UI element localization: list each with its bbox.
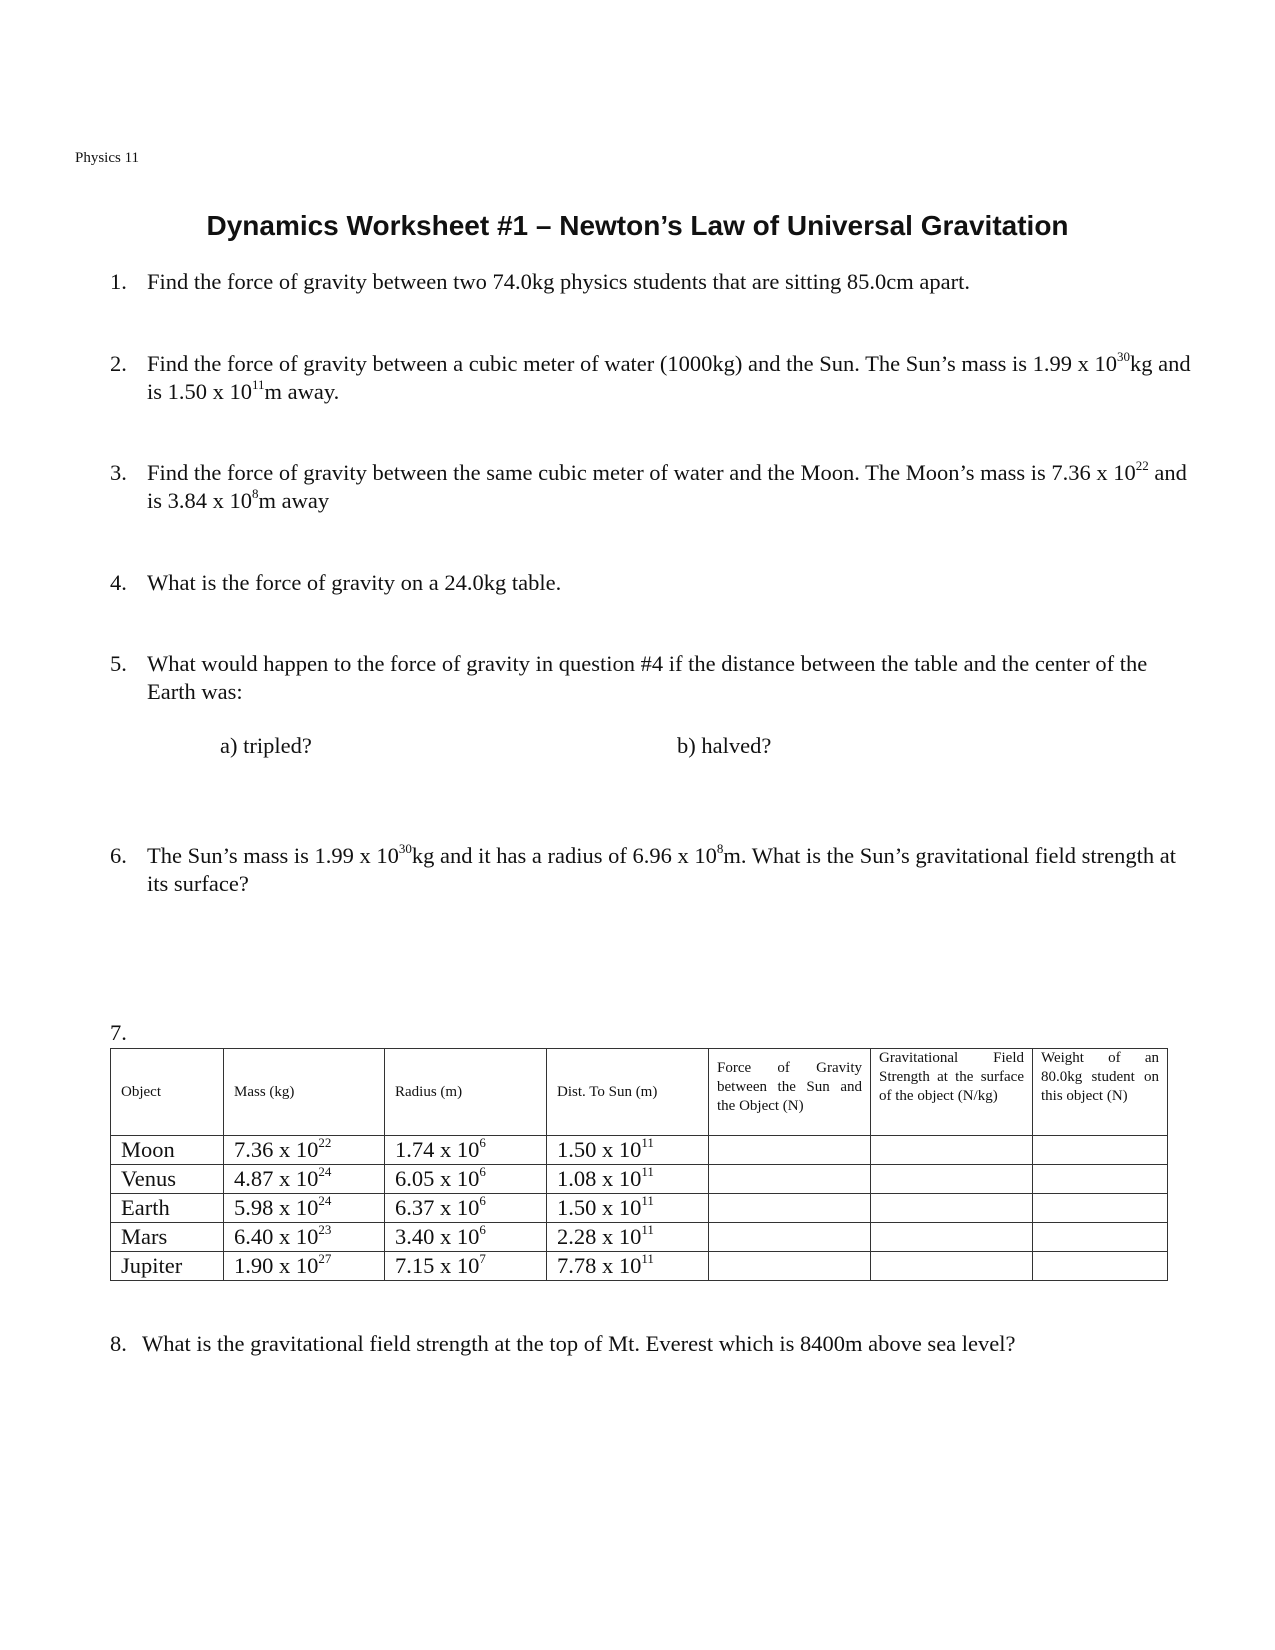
radius-cell: 6.37 x $10^6$ [385,1194,547,1223]
object-cell: Jupiter [111,1252,224,1281]
question-number: 6. [110,843,127,868]
object-cell: Mars [111,1223,224,1252]
weight-answer-cell[interactable] [1033,1223,1168,1252]
question-number: 5. [110,651,127,676]
radius-cell: 6.05 x $10^6$ [385,1165,547,1194]
radius-cell: 7.15 x $10^7$ [385,1252,547,1281]
question-number: 8. [110,1331,127,1356]
mass-cell: 5.98 x $10^{24}$ [224,1194,385,1223]
weight-answer-cell[interactable] [1033,1165,1168,1194]
question-number: 3. [110,460,127,485]
column-header: Object [111,1049,224,1136]
question-text: What is the force of gravity on a 24.0kg table. [147,570,562,595]
field-strength-answer-cell[interactable] [871,1136,1033,1165]
table-body [111,1136,1168,1281]
object-cell: Venus [111,1165,224,1194]
question-5-part-b: b) halved? [677,733,772,758]
distance-cell: 2.28 x $10^{11}$ [547,1223,709,1252]
table-header-row [111,1049,1168,1136]
question-7-number: 7. [110,1020,127,1045]
question-3 [110,459,1200,515]
object-cell: Moon [111,1136,224,1165]
question-text: What is the gravitational field strength at the top of Mt. Everest which is 8400m above sea level? [142,1331,1016,1356]
weight-answer-cell[interactable] [1033,1194,1168,1223]
column-header: Radius (m) [385,1049,547,1136]
table-row [111,1252,1168,1281]
question-4 [110,569,1200,597]
table-row [111,1165,1168,1194]
question-number: 1. [110,269,127,294]
worksheet-title: Dynamics Worksheet #1 – Newton’s Law of Universal Gravitation [206,210,1069,241]
mass-cell: 4.87 x $10^{24}$ [224,1165,385,1194]
field-strength-answer-cell[interactable] [871,1223,1033,1252]
question-text: What would happen to the force of gravity in question #4 if the distance between the table and the center of the Earth was: [147,651,1148,704]
column-header: Gravitational Field Strength at the surface of the object (N/kg) [871,1049,1033,1136]
question-number: 4. [110,570,127,595]
question-6 [110,842,1200,898]
column-header: Weight of an 80.0kg student on this object (N) [1033,1049,1168,1136]
weight-answer-cell[interactable] [1033,1252,1168,1281]
column-header: Force of Gravity between the Sun and the Object (N) [709,1049,871,1136]
force-answer-cell[interactable] [709,1194,871,1223]
question-5-part-a: a) tripled? [220,733,312,758]
field-strength-answer-cell[interactable] [871,1165,1033,1194]
radius-cell: 3.40 x $10^6$ [385,1223,547,1252]
field-strength-answer-cell[interactable] [871,1194,1033,1223]
question-text: Find the force of gravity between the same cubic meter of water and the Moon. The Moon’s mass is 7.36 x $10^{22}$ and is 3.84 x $10^8m$ away [147,458,1187,513]
question-8 [110,1330,1200,1358]
weight-answer-cell[interactable] [1033,1136,1168,1165]
course-header: Physics 11 [75,150,140,166]
distance-cell: 7.78 x $10^{11}$ [547,1252,709,1281]
column-header: Mass (kg) [224,1049,385,1136]
question-text: Find the force of gravity between a cubic meter of water (1000kg) and the Sun. The Sun’s mass is 1.99 x $10^{30}kg$ and is 1.50 x $10^{11}m$ away. [147,349,1191,404]
question-2 [110,350,1200,406]
mass-cell: 1.90 x $10^{27}$ [224,1252,385,1281]
distance-cell: 1.50 x $10^{11}$ [547,1136,709,1165]
question-text: The Sun’s mass is 1.99 x $10^{30}kg$ and it has a radius of 6.96 x $10^8m$. What is the Sun’s gravitational field strength at its surface? [147,841,1176,896]
mass-cell: 6.40 x $10^{23}$ [224,1223,385,1252]
force-answer-cell[interactable] [709,1252,871,1281]
force-answer-cell[interactable] [709,1223,871,1252]
force-answer-cell[interactable] [709,1165,871,1194]
question-number: 2. [110,351,127,376]
radius-cell: 1.74 x $10^6$ [385,1136,547,1165]
table-row [111,1194,1168,1223]
question-1 [110,268,1200,296]
table-row [111,1223,1168,1252]
field-strength-answer-cell[interactable] [871,1252,1033,1281]
planet-data-table [110,1048,1168,1281]
question-text: Find the force of gravity between two 74.0kg physics students that are sitting 85.0cm apart. [147,269,970,294]
force-answer-cell[interactable] [709,1136,871,1165]
distance-cell: 1.08 x $10^{11}$ [547,1165,709,1194]
column-header: Dist. To Sun (m) [547,1049,709,1136]
question-5 [110,650,1200,706]
distance-cell: 1.50 x $10^{11}$ [547,1194,709,1223]
object-cell: Earth [111,1194,224,1223]
mass-cell: 7.36 x $10^{22}$ [224,1136,385,1165]
table-row [111,1136,1168,1165]
